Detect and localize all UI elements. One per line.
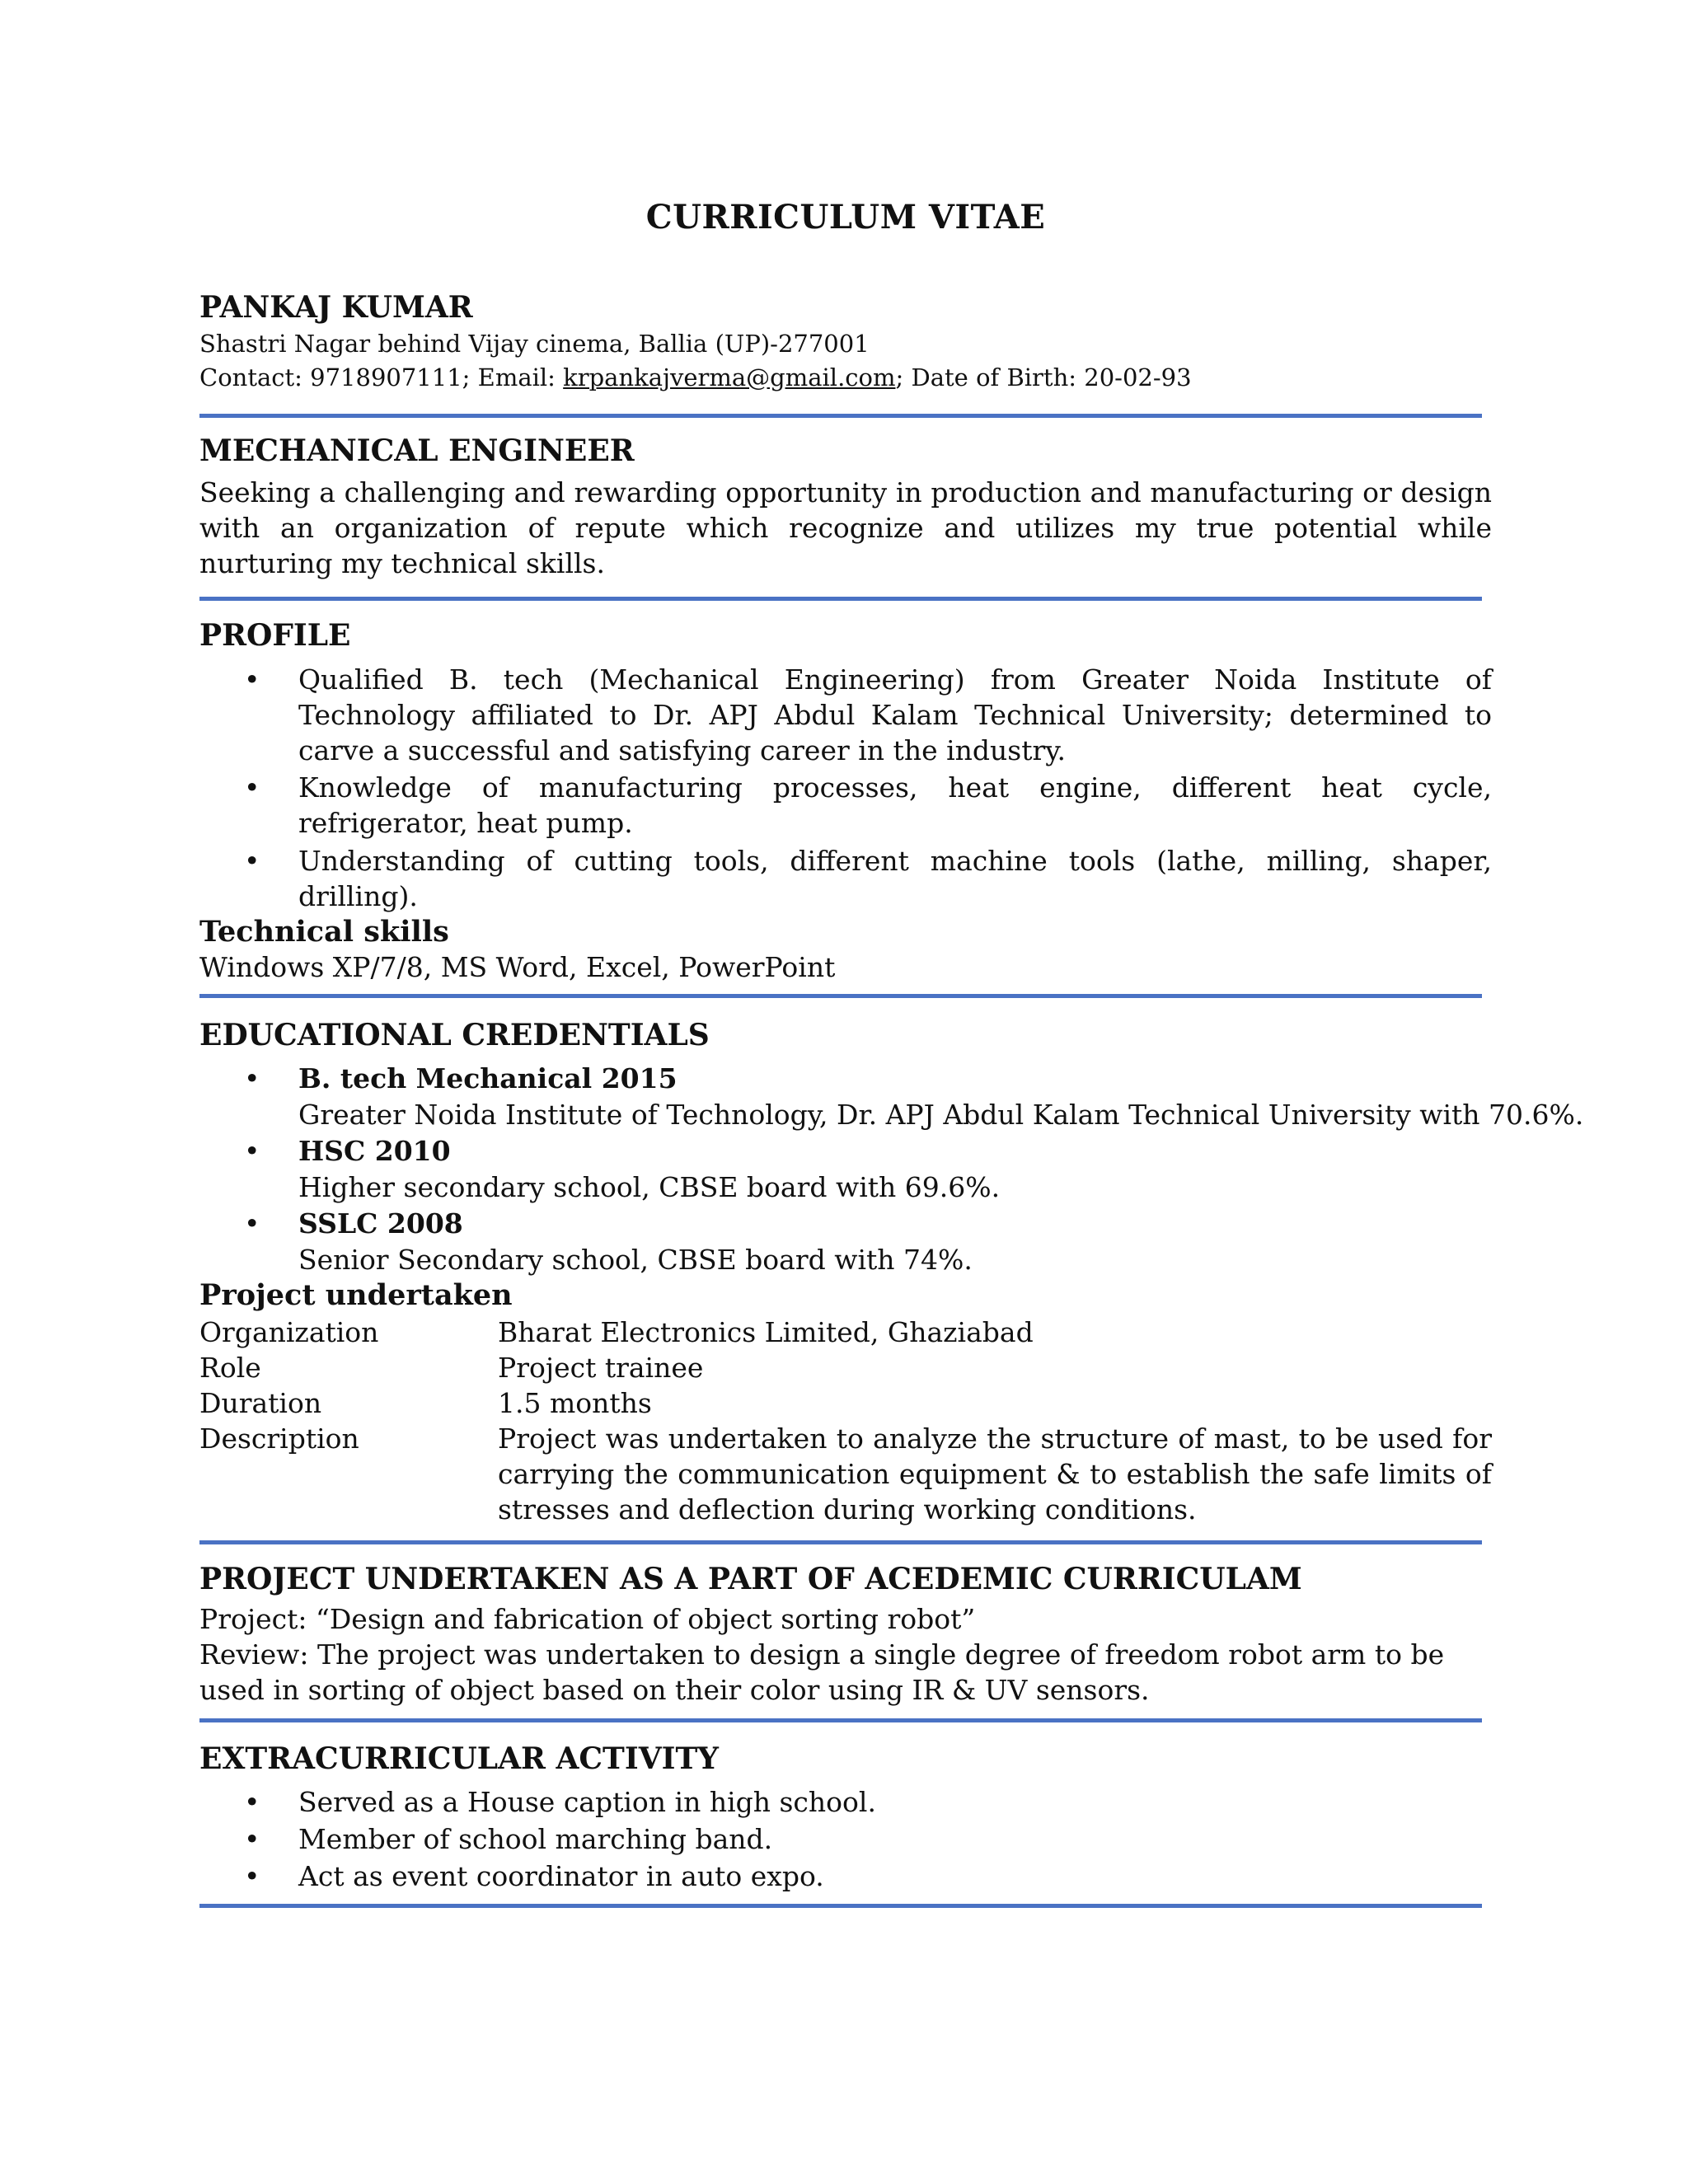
contact-prefix: Contact: 9718907111; Email:	[199, 363, 564, 391]
section-divider	[199, 597, 1482, 601]
technical-skills-heading: Technical skills	[199, 915, 449, 949]
education-title: SSLC 2008	[298, 1207, 463, 1240]
candidate-name: PANKAJ KUMAR	[199, 290, 473, 325]
bullet-icon: •	[244, 663, 260, 696]
address-line: Shastri Nagar behind Vijay cinema, Ballia (UP)-277001	[199, 330, 870, 358]
bullet-icon: •	[244, 1860, 260, 1892]
profile-heading: PROFILE	[199, 618, 351, 653]
contact-line	[199, 363, 1192, 391]
email-link[interactable]: krpankajverma@gmail.com	[563, 363, 896, 391]
section-divider	[199, 414, 1482, 418]
bullet-icon: •	[244, 1786, 260, 1818]
education-detail: Senior Secondary school, CBSE board with 74%.	[298, 1244, 973, 1276]
section-divider	[199, 1904, 1482, 1908]
education-heading: EDUCATIONAL CREDENTIALS	[199, 1018, 710, 1052]
technical-skills-text: Windows XP/7/8, MS Word, Excel, PowerPoint	[199, 951, 836, 983]
profile-item: Qualified B. tech (Mechanical Engineering) from Greater Noida Institute of Technology affiliated to Dr. APJ Abdul Kalam Technical University; determined to carve a successful and satisfying career in the industry.	[298, 663, 1492, 766]
extracurricular-heading: EXTRACURRICULAR ACTIVITY	[199, 1741, 719, 1776]
profile-item: Knowledge of manufacturing processes, heat engine, different heat cycle, refrigerator, heat pump.	[298, 771, 1492, 839]
objective-text: Seeking a challenging and rewarding opportunity in production and manufacturing or design with an organization of repute which recognize and utilizes my true potential while nurturing my technical skills.	[199, 476, 1492, 579]
education-detail: Greater Noida Institute of Technology, Dr. APJ Abdul Kalam Technical University with 70.6%.	[298, 1099, 1584, 1131]
bullet-icon: •	[244, 1062, 260, 1094]
education-title: B. tech Mechanical 2015	[298, 1062, 678, 1094]
education-detail: Higher secondary school, CBSE board with 69.6%.	[298, 1171, 1001, 1203]
section-divider	[199, 1718, 1482, 1722]
project-value: 1.5 months	[498, 1387, 652, 1419]
project-value: Bharat Electronics Limited, Ghaziabad	[498, 1316, 1034, 1348]
section-divider	[199, 1540, 1482, 1544]
extracurricular-item: Served as a House caption in high school.	[298, 1786, 876, 1818]
project-label: Organization	[199, 1316, 379, 1348]
project-heading: Project undertaken	[199, 1278, 513, 1312]
extracurricular-item: Member of school marching band.	[298, 1823, 773, 1855]
bullet-icon: •	[244, 845, 260, 877]
document-title: CURRICULUM VITAE	[645, 198, 1046, 237]
project-label: Description	[199, 1422, 359, 1455]
bullet-icon: •	[244, 771, 260, 804]
academic-project-title: Project: “Design and fabrication of object sorting robot”	[199, 1603, 976, 1635]
project-label: Role	[199, 1352, 261, 1384]
profile-item: Understanding of cutting tools, different machine tools (lathe, milling, shaper, drilling).	[298, 845, 1492, 912]
extracurricular-item: Act as event coordinator in auto expo.	[298, 1860, 824, 1892]
bullet-icon: •	[244, 1823, 260, 1855]
project-value: Project was undertaken to analyze the structure of mast, to be used for carrying the communication equipment & to establish the safe limits of stresses and deflection during working conditions.	[498, 1422, 1492, 1526]
bullet-icon: •	[244, 1207, 260, 1240]
academic-project-review: Review: The project was undertaken to design a single degree of freedom robot arm to be used in sorting of object based on their color using IR & UV sensors.	[199, 1638, 1445, 1706]
contact-suffix: ; Date of Birth: 20-02-93	[895, 363, 1192, 391]
project-value: Project trainee	[498, 1352, 704, 1384]
academic-project-heading: PROJECT UNDERTAKEN AS A PART OF ACEDEMIC CURRICULAM	[199, 1562, 1302, 1596]
project-label: Duration	[199, 1387, 322, 1419]
bullet-icon: •	[244, 1135, 260, 1167]
education-title: HSC 2010	[298, 1135, 451, 1167]
section-divider	[199, 994, 1482, 998]
objective-heading: MECHANICAL ENGINEER	[199, 434, 635, 468]
